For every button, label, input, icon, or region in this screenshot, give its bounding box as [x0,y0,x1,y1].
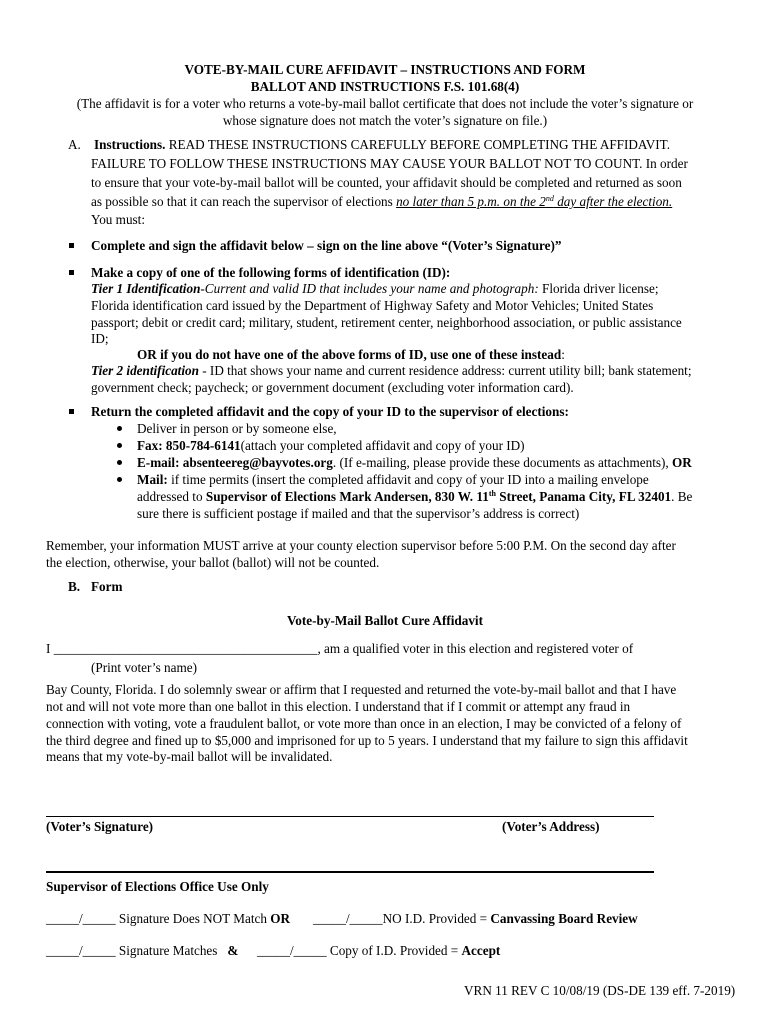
mail-label: Mail: [137,472,168,487]
deadline-sup: nd [545,194,554,203]
section-a-line-4 [91,194,672,211]
deadline-part-1: no later than 5 p.m. on the 2 [396,194,546,209]
fax-number: Fax: 850-784-6141 [137,438,241,453]
bullet-1-text: Complete and sign the affidavit below – sign on the line above “(Voter’s Signature)” [91,238,562,253]
mail-address-part-1: Supervisor of Elections Mark Andersen, 830 W. 11 [205,489,489,504]
mail-line-2 [137,489,692,506]
office-or: OR [270,911,291,926]
office-row-1 [46,911,290,928]
mail-line-1 [137,472,649,489]
deliver-text: Deliver in person or by someone else, [137,421,337,436]
section-b-letter: B. [68,579,81,594]
office-row-2 [46,943,238,960]
tier-2-text-1: - ID that shows your name and current residence address: current utility bill; bank statement; [198,363,692,378]
subtitle-line-2: whose signature does not match the voter’s signature on file.) [222,113,548,128]
affidavit-line-3: connection with voting, vote a fraudulent ballot, or vote more than once in an election, I may be convicted of a felony of [46,716,682,731]
affidavit-line-2: not and will not vote more than one ballot in this election. I understand that if I commit or attempt any fraud in [46,699,631,714]
tier-1-line-2: Florida identification card issued by the Department of Highway Safety and Motor Vehicles; United States [91,298,654,313]
sub-bullet-4 [117,477,122,482]
subtitle-line-1: (The affidavit is for a voter who returns a vote-by-mail ballot certificate that does not include the voter’s signature or [76,96,694,111]
sub-bullet-1 [117,426,122,431]
mail-address-part-2: Street, Panama City, FL 32401 [495,489,672,504]
tier-1-line-1 [91,281,658,298]
voter-signature-label: (Voter’s Signature) [46,819,154,834]
email-line [137,455,692,472]
mail-addressed: addressed to [137,489,206,504]
office-use-heading: Supervisor of Elections Office Use Only [46,879,269,894]
deadline-part-2: day after the election. [553,194,673,209]
accept-text: Accept [461,943,501,958]
section-b-heading: Form [91,579,123,594]
remember-line-1: Remember, your information MUST arrive at your county election supervisor before 5:00 P.M. On the second day after [46,538,676,553]
section-a-letter: A. [68,137,81,152]
voter-name-line[interactable]: I ________________________________________, am a qualified voter in this election and registered voter of [46,641,634,656]
or-colon: : [561,347,565,362]
form-title: Vote-by-Mail Ballot Cure Affidavit [287,613,483,628]
no-id-line [313,911,638,928]
bullet-square-1 [69,243,74,248]
office-and: & [227,943,239,958]
tier-1-label: Tier 1 Identification [91,281,201,296]
section-a-heading: Instructions. [94,137,166,152]
fax-note: (attach your completed affidavit and copy of your ID) [240,438,525,453]
sub-bullet-3 [117,460,122,465]
tier-2-line-1 [91,363,692,380]
email-address: E-mail: absenteereg@bayvotes.org [137,455,333,470]
form-footer-code: VRN 11 REV C 10/08/19 (DS-DE 139 eff. 7-2019) [464,983,736,998]
tier-1-line-4: ID; [91,331,109,346]
tier-2-label: Tier 2 identification [91,363,199,378]
title-line-1: VOTE-BY-MAIL CURE AFFIDAVIT – INSTRUCTIONS AND FORM [184,62,586,77]
or-text: OR if you do not have one of the above forms of ID, use one of these instead [137,347,562,362]
title-line-2: BALLOT AND INSTRUCTIONS F.S. 101.68(4) [250,79,520,94]
voter-address-label: (Voter’s Address) [502,819,600,834]
or-line [137,347,565,364]
section-a-line-2: FAILURE TO FOLLOW THESE INSTRUCTIONS MAY CAUSE YOUR BALLOT NOT TO COUNT. In order [91,156,688,171]
deadline-text [396,194,672,209]
mail-line-3: sure there is sufficient postage if mailed and that the supervisor’s address is correct) [137,506,580,521]
sig-not-match: _____/_____ Signature Does NOT Match [46,911,271,926]
bullet-3-text: Return the completed affidavit and the copy of your ID to the supervisor of elections: [91,404,569,419]
copy-id-line [257,943,500,960]
tier-2-line-2: government check; paycheck; or government document (excluding voter information card). [91,380,574,395]
no-id-text: _____/_____NO I.D. Provided = [313,911,491,926]
sig-matches: _____/_____ Signature Matches [46,943,228,958]
bullet-square-3 [69,409,74,414]
affidavit-line-5: means that my vote-by-mail ballot will be invalidated. [46,749,333,764]
section-a-line-5: You must: [91,212,145,227]
section-a-line-3: to ensure that your vote-by-mail ballot will be counted, your affidavit should be completed and returned as soon [91,175,682,190]
office-divider [46,871,654,873]
fax-line [137,438,525,455]
sub-bullet-2 [117,443,122,448]
canvassing-board: Canvassing Board Review [490,911,638,926]
bullet-square-2 [69,270,74,275]
mail-address-sup: th [488,489,496,498]
mail-be: . Be [671,489,693,504]
signature-line[interactable] [46,816,654,817]
section-a-text-1: READ THESE INSTRUCTIONS CAREFULLY BEFORE COMPLETING THE AFFIDAVIT. [168,137,671,152]
tier-1-line-3: passport; debit or credit card; military, student, retirement center, neighborhood association, or public assistance [91,315,682,330]
section-a-text-4: as possible so that it can reach the supervisor of elections [91,194,397,209]
email-note: . (If e-mailing, please provide these documents as attachments), [332,455,672,470]
affidavit-line-4: the third degree and fined up to $5,000 and imprisoned for up to 5 years. I understand that my failure to sign this affidavit [46,733,688,748]
mail-address [206,489,671,504]
copy-id-text: _____/_____ Copy of I.D. Provided = [257,943,462,958]
affidavit-line-1: Bay County, Florida. I do solemnly swear or affirm that I requested and returned the vote-by-mail ballot and that I have [46,682,677,697]
print-name-label: (Print voter’s name) [91,660,197,675]
bullet-2-heading: Make a copy of one of the following forms of identification (ID): [91,265,451,280]
tier-1-desc: -Current and valid ID that includes your name and photograph: [200,281,539,296]
section-a-line-1 [94,137,670,154]
mail-text-1: if time permits (insert the completed affidavit and copy of your ID into a mailing envelope [167,472,649,487]
email-or: OR [672,455,692,470]
tier-1-text-1: Florida driver license; [538,281,659,296]
remember-line-2: the election, otherwise, your ballot (ballot) will not be counted. [46,555,380,570]
